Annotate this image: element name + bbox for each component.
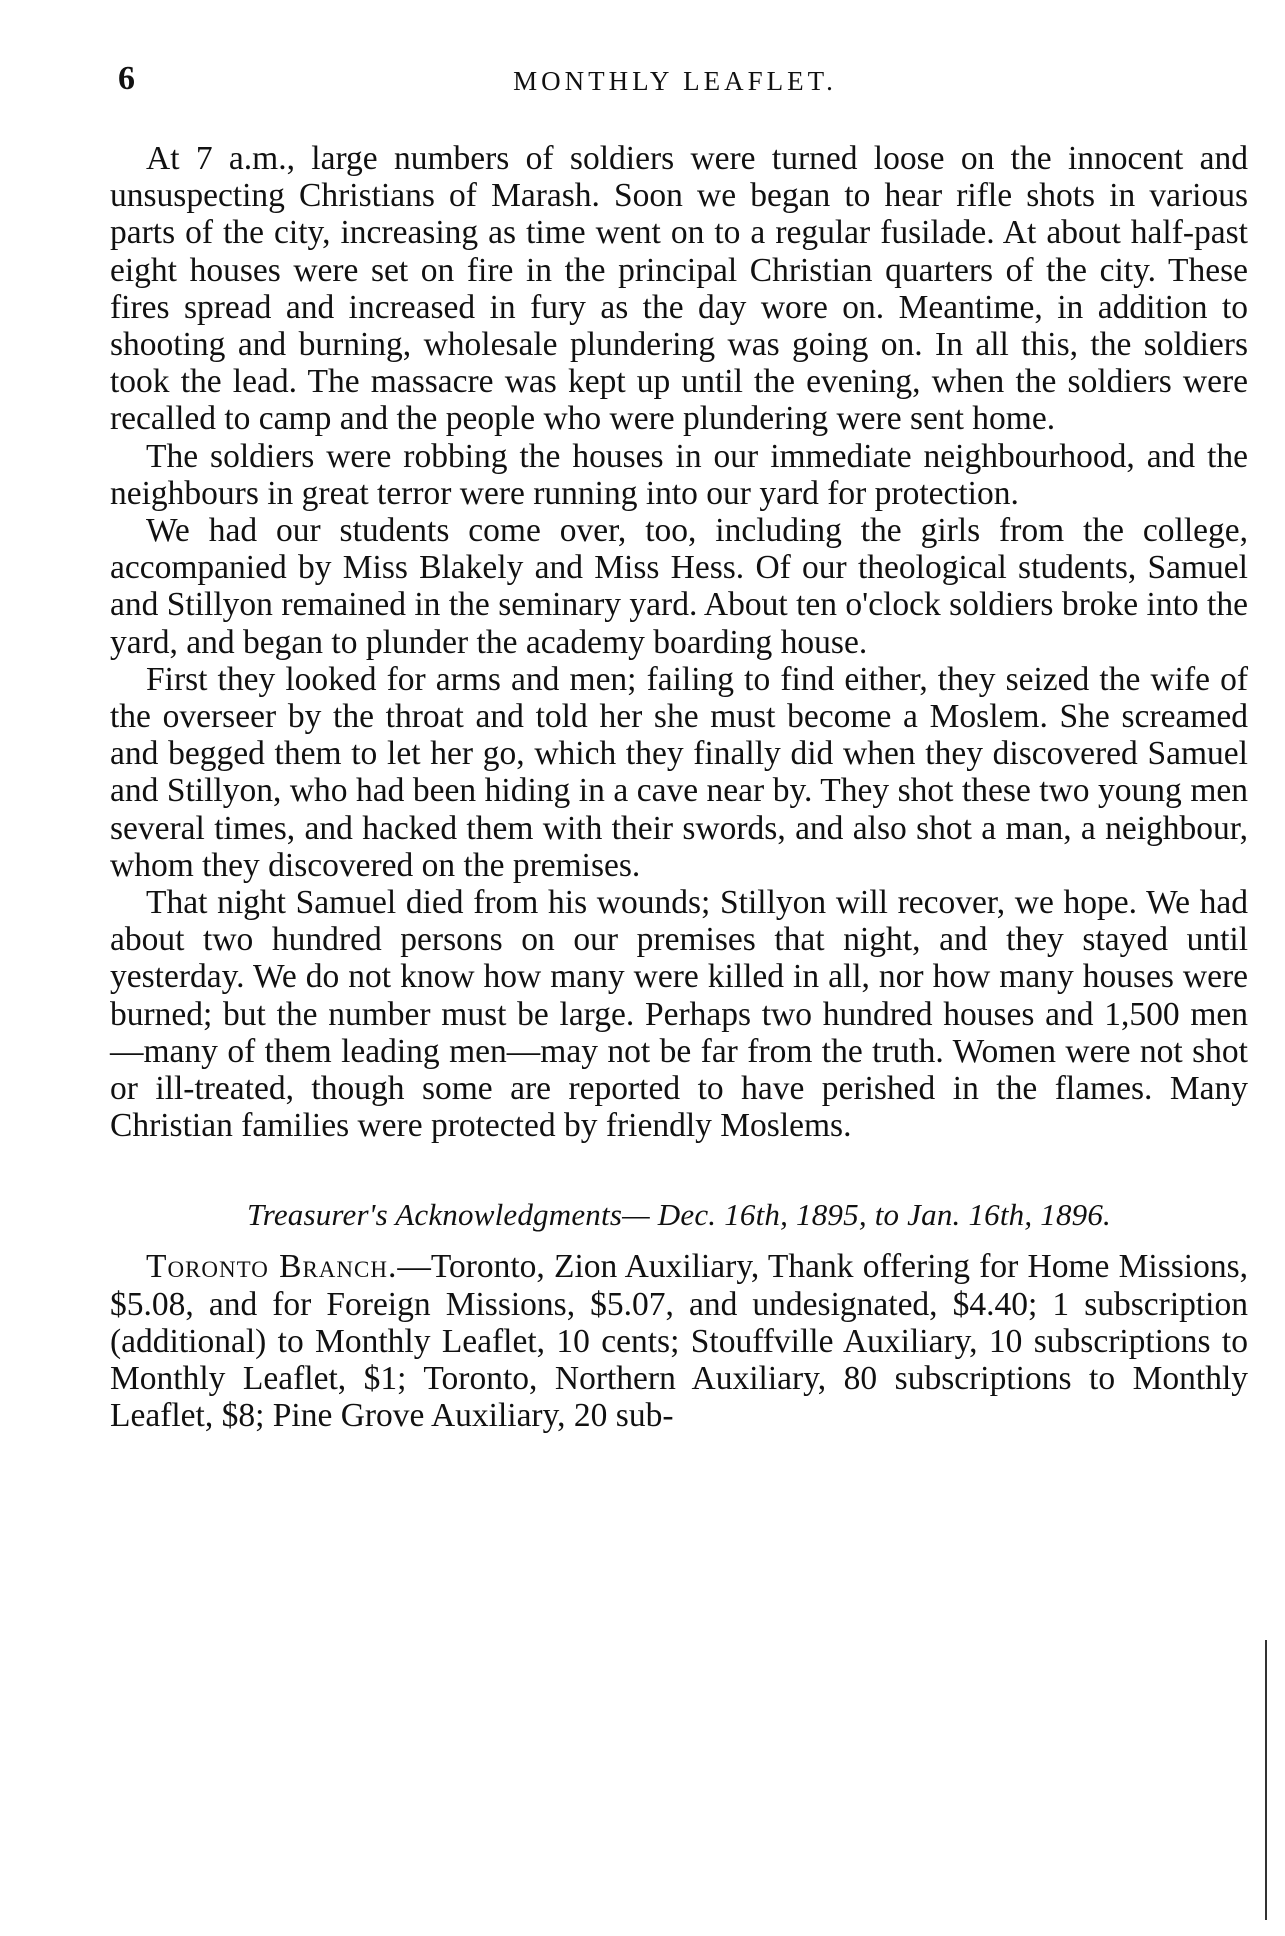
page-header <box>110 60 1240 110</box>
running-head: MONTHLY LEAFLET. <box>513 66 837 96</box>
page-edge-rule <box>1265 1640 1267 1920</box>
acknowledgments-paragraph <box>110 1248 1248 1434</box>
paragraph-aftermath: That night Samuel died from his wounds; Stillyon will recover, we hope. We had about two hundred persons on our premises that night, and they stayed until yesterday. We do not know how many were killed in all, nor how many houses were burned; but the number must be large. Perhaps two hundred houses and 1,500 men—many of them leading men—may not be far from the truth. Women were not shot or ill-treated, though some are reported to have perished in the flames. Many Christian families were protected by friendly Moslems. <box>110 884 1248 1145</box>
paragraph-students: We had our students come over, too, including the girls from the college, accompanied by Miss Blakely and Miss Hess. Of our theological students, Samuel and Stillyon remained in the seminary yard. About ten o'clock soldiers broke into the yard, and began to plunder the academy boarding house. <box>110 512 1248 661</box>
paragraph-robbing: The soldiers were robbing the houses in our immediate neighbourhood, and the neighbours in great terror were running into our yard for protection. <box>110 437 1248 512</box>
acknowledgments-heading: Treasurer's Acknowledgments— Dec. 16th, 1895, to Jan. 16th, 1896. <box>246 1197 1112 1233</box>
page-number: 6 <box>118 60 136 97</box>
acknowledgments-text: —Toronto, Zion Auxiliary, Thank offering for Home Missions, $5.08, and for Foreign Missions, $5.07, and undesignated, $4.40; 1 subscription (additional) to Monthly Leaflet, 10 cents; Stouffville Auxiliary, 10 subscriptions to Monthly Leaflet, $1; Toronto, Northern Auxiliary, 80 subscriptions to Monthly Leaflet, $8; Pine Grove Auxiliary, 20 sub- <box>110 1248 1248 1435</box>
branch-name: Toronto Branch. <box>146 1248 398 1286</box>
paragraph-massacre: At 7 a.m., large numbers of soldiers were turned loose on the innocent and unsuspecting Christians of Marash. Soon we began to hear rifle shots in various parts of the city, increasing as time went on to a regular fusilade. At about half-past eight houses were set on fire in the principal Christian quarters of the city. These fires spread and increased in fury as the day wore on. Meantime, in addition to shooting and burning, wholesale plundering was going on. In all this, the soldiers took the lead. The massacre was kept up until the evening, when the soldiers were recalled to camp and the people who were plundering were sent home. <box>110 140 1248 438</box>
paragraph-seizure: First they looked for arms and men; failing to find either, they seized the wife of the overseer by the throat and told her she must become a Moslem. She screamed and begged them to let her go, which they finally did when they discovered Samuel and Stillyon, who had been hiding in a cave near by. They shot these two young men several times, and hacked them with their swords, and also shot a man, a neighbour, whom they discovered on the premises. <box>110 660 1248 884</box>
article-body <box>110 140 1248 1435</box>
